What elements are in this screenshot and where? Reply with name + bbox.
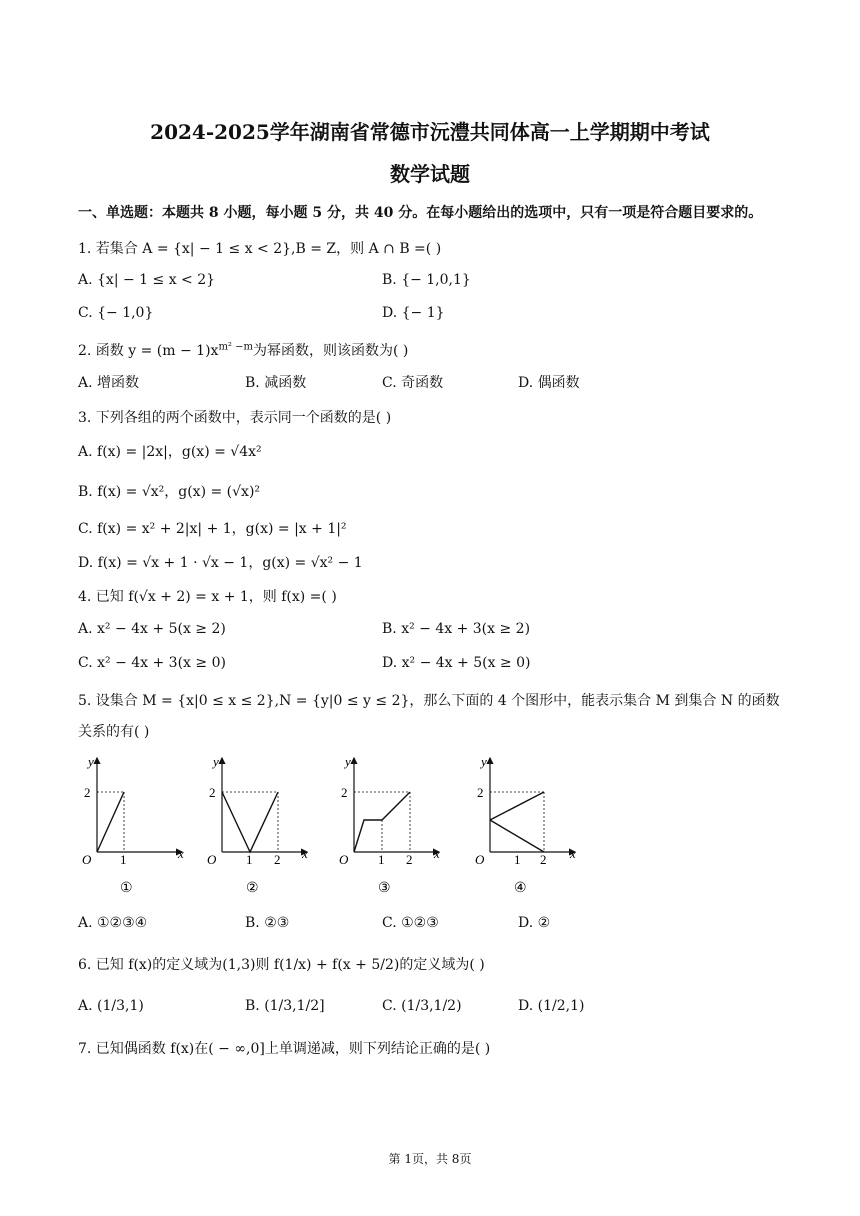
q6-option-d: D. (1/2,1) — [518, 998, 585, 1014]
q2-stem-post: 为幂函数，则该函数为( ) — [252, 343, 409, 359]
graph-3-origin: O — [339, 852, 349, 867]
graph-3-y-label: y — [345, 754, 351, 769]
graph-3-tick-y2: 2 — [341, 785, 348, 800]
question-6-stem: 6. 已知 f(x)的定义域为(1,3)则 f(1/x) + f(x + 5/2)的定义域为( ) — [78, 957, 485, 973]
section-heading: 一、单选题：本题共 8 小题，每小题 5 分，共 40 分。在每小题给出的选项中，只有一项是符合题目要求的。 — [78, 205, 763, 221]
q5-option-c: C. ①②③ — [382, 915, 439, 931]
graph-2-tick-x1: 1 — [246, 852, 253, 867]
graph-1-tick-y2: 2 — [84, 785, 91, 800]
graph-2-origin: O — [207, 852, 217, 867]
graph-4-origin: O — [475, 852, 485, 867]
q6-option-c: C. (1/3,1/2) — [382, 998, 462, 1014]
question-3-stem: 3. 下列各组的两个函数中，表示同一个函数的是( ) — [78, 410, 392, 426]
graph-4-tick-x1: 1 — [514, 852, 521, 867]
graph-3-tick-x1: 1 — [378, 852, 385, 867]
q4-option-c: C. x² − 4x + 3(x ≥ 0) — [78, 655, 226, 671]
q1-option-a: A. {x| − 1 ≤ x < 2} — [78, 272, 216, 288]
q2-option-c: C. 奇函数 — [382, 375, 444, 391]
graph-3-label: ③ — [378, 881, 391, 896]
q5-option-b: B. ②③ — [245, 915, 290, 931]
graph-4-line-down — [490, 820, 544, 852]
q5-option-a: A. ①②③④ — [78, 915, 148, 931]
graph-2-tick-y2: 2 — [209, 785, 216, 800]
graph-2 — [202, 752, 322, 906]
question-5-stem-line2: 关系的有( ) — [78, 724, 150, 740]
question-5-stem-line1: 5. 设集合 M = {x|0 ≤ x ≤ 2},N = {y|0 ≤ y ≤ 2}，那么下面的 4 个图形中，能表示集合 M 到集合 N 的函数 — [78, 693, 780, 709]
q5-option-d: D. ② — [518, 915, 551, 931]
q2-stem-pre: 2. 函数 y = (m − 1)x — [78, 343, 219, 359]
graph-2-svg — [202, 752, 322, 902]
q1-option-c: C. {− 1,0} — [78, 305, 154, 321]
graph-4-y-label: y — [481, 754, 487, 769]
graph-3 — [332, 752, 452, 906]
graph-4-tick-x2: 2 — [540, 852, 547, 867]
graph-1 — [72, 752, 192, 906]
graph-2-line — [222, 792, 278, 852]
q2-stem-exponent: m² −m — [218, 341, 253, 353]
q2-option-a: A. 增函数 — [78, 375, 140, 391]
q3-option-b: B. f(x) = √x²，g(x) = (√x)² — [78, 484, 261, 500]
graph-4-x-label: x — [570, 846, 576, 861]
graph-3-svg — [332, 752, 452, 902]
q4-option-b: B. x² − 4x + 3(x ≥ 2) — [382, 621, 531, 637]
graph-4-label: ④ — [514, 881, 527, 896]
graph-2-y-label: y — [213, 754, 219, 769]
q4-option-d: D. x² − 4x + 5(x ≥ 0) — [382, 655, 531, 671]
q3-option-c: C. f(x) = x² + 2|x| + 1，g(x) = |x + 1|² — [78, 521, 347, 537]
graph-2-x-label: x — [302, 846, 308, 861]
graph-2-tick-x2: 2 — [274, 852, 281, 867]
graph-4-tick-y2: 2 — [477, 785, 484, 800]
q3-option-a: A. f(x) = |2x|，g(x) = √4x² — [78, 444, 262, 460]
q2-option-d: D. 偶函数 — [518, 375, 580, 391]
q6-option-b: B. (1/3,1/2] — [245, 998, 325, 1014]
graph-1-svg — [72, 752, 192, 902]
exam-subtitle: 数学试题 — [390, 162, 470, 186]
graph-1-tick-x1: 1 — [120, 852, 127, 867]
graph-4-svg — [466, 752, 586, 902]
q4-option-a: A. x² − 4x + 5(x ≥ 2) — [78, 621, 226, 637]
graph-4-line-up — [490, 792, 544, 820]
question-4-stem: 4. 已知 f(√x + 2) = x + 1，则 f(x) =( ) — [78, 589, 337, 605]
q1-option-b: B. {− 1,0,1} — [382, 272, 471, 288]
exam-title: 2024-2025学年湖南省常德市沅澧共同体高一上学期期中考试 — [150, 120, 710, 144]
page-footer: 第 1页，共 8页 — [388, 1152, 472, 1166]
graph-1-x-label: x — [178, 846, 184, 861]
graph-1-label: ① — [120, 881, 133, 896]
graph-1-origin: O — [82, 852, 92, 867]
q3-option-d: D. f(x) = √x + 1 · √x − 1，g(x) = √x² − 1 — [78, 555, 363, 571]
graph-1-y-label: y — [88, 754, 94, 769]
q2-option-b: B. 减函数 — [245, 375, 307, 391]
question-2-stem — [78, 340, 408, 360]
q6-option-a: A. (1/3,1) — [78, 998, 144, 1014]
graph-1-line — [97, 792, 124, 852]
graph-4 — [466, 752, 586, 906]
q1-option-d: D. {− 1} — [382, 305, 445, 321]
question-7-stem: 7. 已知偶函数 f(x)在( − ∞,0]上单调递减，则下列结论正确的是( ) — [78, 1041, 491, 1057]
graph-2-label: ② — [246, 881, 259, 896]
graph-3-tick-x2: 2 — [406, 852, 413, 867]
graph-3-x-label: x — [434, 846, 440, 861]
question-1-stem: 1. 若集合 A = {x| − 1 ≤ x < 2},B = Z，则 A ∩ B =( ) — [78, 241, 442, 257]
